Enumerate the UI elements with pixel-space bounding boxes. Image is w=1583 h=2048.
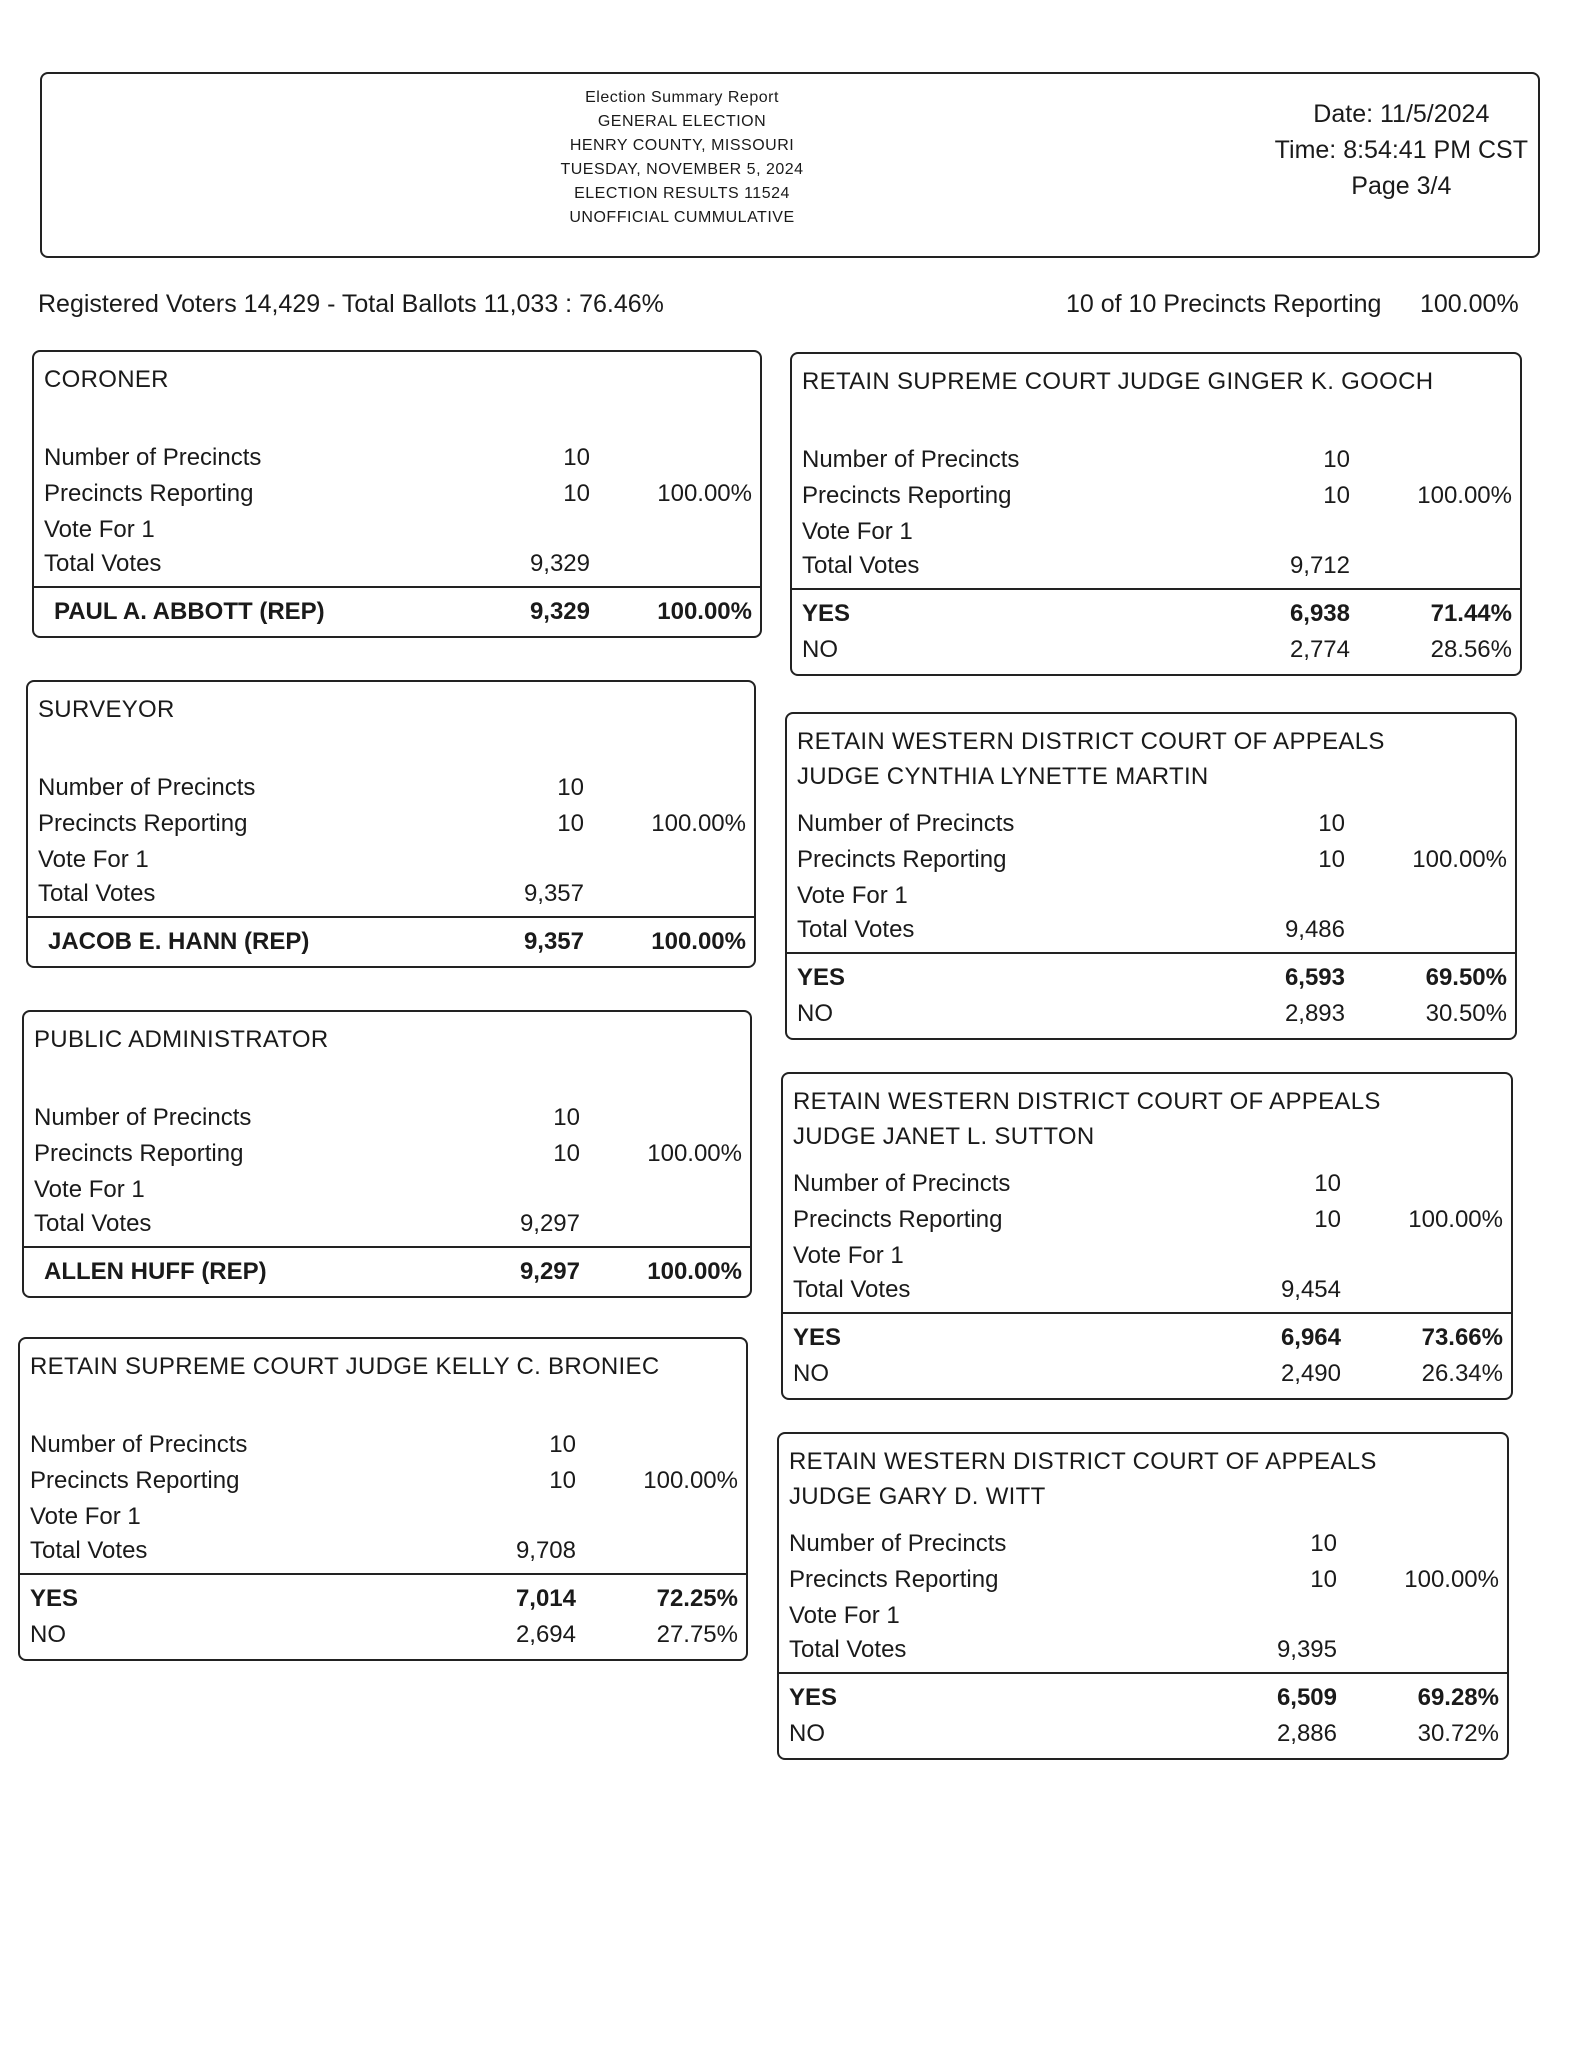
- number-of-precincts: [783, 1166, 1511, 1202]
- number-of-precincts: [20, 1427, 746, 1463]
- precincts-reporting-value: 10: [1310, 1566, 1337, 1593]
- precincts-reporting-pct: 100.00%: [657, 480, 752, 507]
- vote-for-label: Vote For 1: [793, 1242, 904, 1269]
- choice-result: [787, 960, 1515, 996]
- precincts-reporting-pct: 100.00%: [651, 810, 746, 837]
- precincts-reporting-pct: 100.00%: [1420, 290, 1519, 318]
- number-of-precincts-label: Number of Precincts: [34, 1104, 252, 1131]
- report-title-block: [482, 86, 882, 230]
- precincts-reporting-value: 10: [1323, 482, 1350, 509]
- precincts-reporting: [28, 806, 754, 842]
- choice-result-value: 6,964: [1280, 1324, 1341, 1351]
- number-of-precincts: [24, 1100, 750, 1136]
- choice-result: [20, 1581, 746, 1617]
- results-id: ELECTION RESULTS 11524: [574, 185, 790, 202]
- contest-box: [22, 1010, 752, 1298]
- choice-result: [787, 996, 1515, 1032]
- contest-title-line: RETAIN WESTERN DISTRICT COURT OF APPEALS: [797, 728, 1385, 755]
- number-of-precincts-value: 10: [1318, 810, 1345, 837]
- choice-result-label: YES: [793, 1324, 842, 1351]
- precincts-reporting-pct: 100.00%: [1404, 1566, 1499, 1593]
- contest-title-line: RETAIN WESTERN DISTRICT COURT OF APPEALS: [789, 1448, 1377, 1475]
- total-votes-value: 9,357: [523, 880, 584, 907]
- contest-title-line: RETAIN SUPREME COURT JUDGE GINGER K. GOOCH: [802, 368, 1434, 395]
- total-votes-value: 9,297: [519, 1210, 580, 1237]
- choice-result-label: YES: [789, 1684, 838, 1711]
- total-votes-label: Total Votes: [44, 550, 162, 577]
- results-divider: [792, 588, 1520, 590]
- choice-result: [779, 1716, 1507, 1752]
- choice-result-pct: 73.66%: [1421, 1324, 1503, 1351]
- choice-result: [783, 1320, 1511, 1356]
- precincts-reporting-value: 10: [1318, 846, 1345, 873]
- report-date: Date: 11/5/2024: [1313, 100, 1490, 128]
- contest-box: [790, 352, 1522, 676]
- choice-result-pct: 69.28%: [1417, 1684, 1499, 1711]
- total-votes-value: 9,329: [529, 550, 590, 577]
- total-votes-value: 9,395: [1276, 1636, 1337, 1663]
- choice-result-value: 6,938: [1289, 600, 1350, 627]
- report-title: Election Summary Report: [585, 89, 779, 106]
- contest-title: [802, 364, 1510, 399]
- contest-box: [781, 1072, 1513, 1400]
- election-date: TUESDAY, NOVEMBER 5, 2024: [560, 161, 804, 178]
- choice-result: [792, 596, 1520, 632]
- registered-voters-summary: Registered Voters 14,429 - Total Ballots 11,033 : 76.46%: [38, 290, 664, 318]
- results-divider: [779, 1672, 1507, 1674]
- results-divider: [787, 952, 1515, 954]
- choice-result-pct: 71.44%: [1430, 600, 1512, 627]
- choice-result-value: 7,014: [515, 1585, 576, 1612]
- choice-result-label: NO: [30, 1621, 66, 1648]
- number-of-precincts-label: Number of Precincts: [802, 446, 1020, 473]
- choice-result-pct: 26.34%: [1421, 1360, 1503, 1387]
- results-divider: [20, 1573, 746, 1575]
- contest-title: [44, 362, 750, 397]
- precincts-reporting-summary: 10 of 10 Precincts Reporting: [1066, 290, 1382, 318]
- choice-result-pct: 69.50%: [1425, 964, 1507, 991]
- precincts-reporting-label: Precincts Reporting: [30, 1467, 240, 1494]
- election-name: GENERAL ELECTION: [597, 113, 767, 130]
- total-votes: [792, 548, 1520, 584]
- candidate-result-label: JACOB E. HANN (REP): [48, 928, 310, 955]
- candidate-result-label: PAUL A. ABBOTT (REP): [54, 598, 325, 625]
- choice-result-label: NO: [793, 1360, 829, 1387]
- number-of-precincts: [779, 1526, 1507, 1562]
- number-of-precincts: [34, 440, 760, 476]
- choice-result-label: NO: [789, 1720, 825, 1747]
- contest-title: [797, 724, 1505, 794]
- number-of-precincts-value: 10: [1314, 1170, 1341, 1197]
- precincts-reporting-label: Precincts Reporting: [793, 1206, 1003, 1233]
- total-votes-label: Total Votes: [793, 1276, 911, 1303]
- contest-title: [789, 1444, 1497, 1514]
- contest-title-line: SURVEYOR: [38, 696, 175, 723]
- vote-for: [792, 514, 1520, 550]
- precincts-reporting-label: Precincts Reporting: [797, 846, 1007, 873]
- vote-for-label: Vote For 1: [34, 1176, 145, 1203]
- precincts-reporting-label: Precincts Reporting: [38, 810, 248, 837]
- precincts-reporting-label: Precincts Reporting: [802, 482, 1012, 509]
- total-votes-value: 9,454: [1280, 1276, 1341, 1303]
- choice-result-pct: 27.75%: [656, 1621, 738, 1648]
- choice-result-value: 2,774: [1289, 636, 1350, 663]
- number-of-precincts-value: 10: [1323, 446, 1350, 473]
- contest-title: [34, 1022, 740, 1057]
- report-header: [40, 72, 1540, 258]
- vote-for: [24, 1172, 750, 1208]
- precincts-reporting: [34, 476, 760, 512]
- number-of-precincts-value: 10: [563, 444, 590, 471]
- number-of-precincts: [787, 806, 1515, 842]
- precincts-reporting-pct: 100.00%: [643, 1467, 738, 1494]
- report-meta: [1275, 96, 1528, 204]
- vote-for: [783, 1238, 1511, 1274]
- total-votes-value: 9,486: [1284, 916, 1345, 943]
- contest-title-line: RETAIN WESTERN DISTRICT COURT OF APPEALS: [793, 1088, 1381, 1115]
- choice-result: [20, 1617, 746, 1653]
- total-votes-label: Total Votes: [797, 916, 915, 943]
- number-of-precincts-label: Number of Precincts: [44, 444, 262, 471]
- precincts-reporting: [787, 842, 1515, 878]
- number-of-precincts-label: Number of Precincts: [789, 1530, 1007, 1557]
- choice-result-label: YES: [802, 600, 851, 627]
- number-of-precincts-value: 10: [549, 1431, 576, 1458]
- choice-result-pct: 72.25%: [656, 1585, 738, 1612]
- total-votes-label: Total Votes: [30, 1537, 148, 1564]
- precincts-reporting: [24, 1136, 750, 1172]
- number-of-precincts-label: Number of Precincts: [38, 774, 256, 801]
- candidate-result-label: ALLEN HUFF (REP): [44, 1258, 267, 1285]
- precincts-reporting-label: Precincts Reporting: [789, 1566, 999, 1593]
- precincts-reporting: [792, 478, 1520, 514]
- precincts-reporting-pct: 100.00%: [1408, 1206, 1503, 1233]
- candidate-result-value: 9,357: [523, 928, 584, 955]
- vote-for: [34, 512, 760, 548]
- contest-title-line: JUDGE GARY D. WITT: [789, 1483, 1046, 1510]
- contest-title-line: CORONER: [44, 366, 169, 393]
- precincts-reporting: [20, 1463, 746, 1499]
- contest-title-line: JUDGE CYNTHIA LYNETTE MARTIN: [797, 763, 1209, 790]
- vote-for: [787, 878, 1515, 914]
- results-status: UNOFFICIAL CUMMULATIVE: [569, 209, 795, 226]
- vote-for-label: Vote For 1: [802, 518, 913, 545]
- candidate-result: [28, 924, 754, 960]
- vote-for: [28, 842, 754, 878]
- results-divider: [28, 916, 754, 918]
- number-of-precincts-value: 10: [553, 1104, 580, 1131]
- vote-for-label: Vote For 1: [30, 1503, 141, 1530]
- results-divider: [24, 1246, 750, 1248]
- choice-result-label: NO: [797, 1000, 833, 1027]
- report-time: Time: 8:54:41 PM CST: [1274, 136, 1528, 164]
- precincts-reporting-value: 10: [1314, 1206, 1341, 1233]
- total-votes: [20, 1533, 746, 1569]
- contest-box: [26, 680, 756, 968]
- number-of-precincts-value: 10: [557, 774, 584, 801]
- candidate-result-pct: 100.00%: [647, 1258, 742, 1285]
- candidate-result: [34, 594, 760, 630]
- precincts-reporting-pct: 100.00%: [647, 1140, 742, 1167]
- precincts-reporting-value: 10: [563, 480, 590, 507]
- contest-box: [777, 1432, 1509, 1760]
- choice-result-value: 6,593: [1284, 964, 1345, 991]
- number-of-precincts-label: Number of Precincts: [30, 1431, 248, 1458]
- number-of-precincts: [792, 442, 1520, 478]
- vote-for-label: Vote For 1: [789, 1602, 900, 1629]
- total-votes-label: Total Votes: [802, 552, 920, 579]
- precincts-reporting: [783, 1202, 1511, 1238]
- precincts-reporting-value: 10: [553, 1140, 580, 1167]
- choice-result-value: 2,886: [1276, 1720, 1337, 1747]
- choice-result: [779, 1680, 1507, 1716]
- vote-for-label: Vote For 1: [44, 516, 155, 543]
- choice-result-value: 2,893: [1284, 1000, 1345, 1027]
- contest-box: [785, 712, 1517, 1040]
- precincts-reporting: [779, 1562, 1507, 1598]
- choice-result-value: 6,509: [1276, 1684, 1337, 1711]
- choice-result-pct: 30.50%: [1425, 1000, 1507, 1027]
- total-votes-label: Total Votes: [38, 880, 156, 907]
- results-divider: [783, 1312, 1511, 1314]
- contest-box: [32, 350, 762, 638]
- candidate-result-pct: 100.00%: [657, 598, 752, 625]
- precincts-reporting-pct: 100.00%: [1412, 846, 1507, 873]
- number-of-precincts-value: 10: [1310, 1530, 1337, 1557]
- contest-title: [30, 1349, 736, 1384]
- choice-result-label: NO: [802, 636, 838, 663]
- total-votes: [28, 876, 754, 912]
- precincts-reporting-pct: 100.00%: [1417, 482, 1512, 509]
- total-votes-label: Total Votes: [789, 1636, 907, 1663]
- total-votes: [34, 546, 760, 582]
- choice-result-value: 2,490: [1280, 1360, 1341, 1387]
- total-votes: [24, 1206, 750, 1242]
- candidate-result-value: 9,329: [529, 598, 590, 625]
- contest-title: [793, 1084, 1501, 1154]
- vote-for-label: Vote For 1: [797, 882, 908, 909]
- vote-for: [779, 1598, 1507, 1634]
- number-of-precincts-label: Number of Precincts: [797, 810, 1015, 837]
- county-name: HENRY COUNTY, MISSOURI: [569, 137, 795, 154]
- choice-result-value: 2,694: [515, 1621, 576, 1648]
- total-votes-value: 9,708: [515, 1537, 576, 1564]
- number-of-precincts: [28, 770, 754, 806]
- page-number: Page 3/4: [1351, 172, 1452, 200]
- precincts-reporting-value: 10: [557, 810, 584, 837]
- contest-box: [18, 1337, 748, 1661]
- total-votes: [783, 1272, 1511, 1308]
- precincts-reporting-value: 10: [549, 1467, 576, 1494]
- total-votes: [779, 1632, 1507, 1668]
- choice-result-pct: 30.72%: [1417, 1720, 1499, 1747]
- total-votes-value: 9,712: [1289, 552, 1350, 579]
- candidate-result-pct: 100.00%: [651, 928, 746, 955]
- contest-title-line: PUBLIC ADMINISTRATOR: [34, 1026, 329, 1053]
- candidate-result: [24, 1254, 750, 1290]
- contest-title: [38, 692, 744, 727]
- total-votes-label: Total Votes: [34, 1210, 152, 1237]
- vote-for: [20, 1499, 746, 1535]
- choice-result: [783, 1356, 1511, 1392]
- vote-for-label: Vote For 1: [38, 846, 149, 873]
- contest-title-line: JUDGE JANET L. SUTTON: [793, 1123, 1095, 1150]
- results-divider: [34, 586, 760, 588]
- precincts-reporting-label: Precincts Reporting: [34, 1140, 244, 1167]
- choice-result: [792, 632, 1520, 668]
- contest-title-line: RETAIN SUPREME COURT JUDGE KELLY C. BRONIEC: [30, 1353, 660, 1380]
- total-votes: [787, 912, 1515, 948]
- choice-result-pct: 28.56%: [1430, 636, 1512, 663]
- choice-result-label: YES: [797, 964, 846, 991]
- candidate-result-value: 9,297: [519, 1258, 580, 1285]
- number-of-precincts-label: Number of Precincts: [793, 1170, 1011, 1197]
- choice-result-label: YES: [30, 1585, 79, 1612]
- precincts-reporting-label: Precincts Reporting: [44, 480, 254, 507]
